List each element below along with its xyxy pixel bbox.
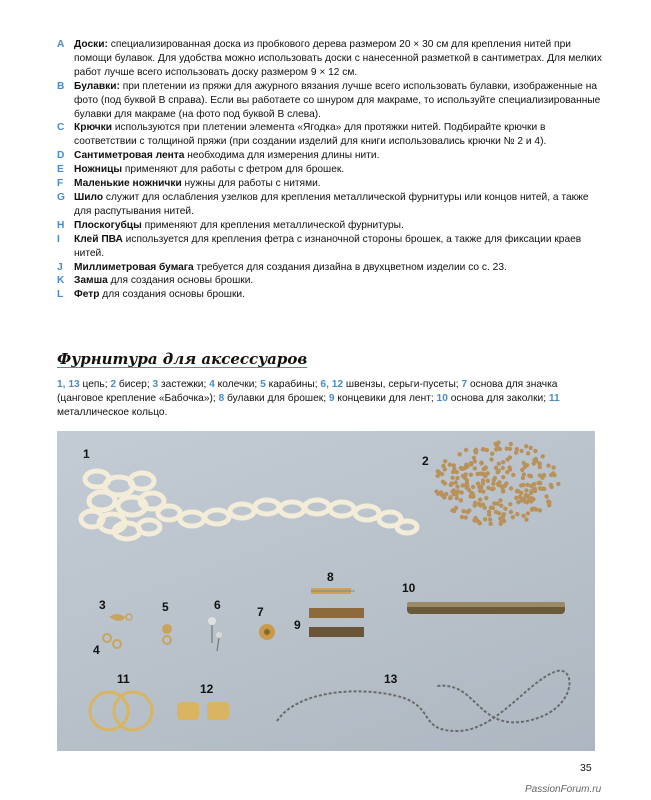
bead bbox=[473, 459, 477, 463]
tool-text: требуется для создания дизайна в двухцветном изделии со с. 23. bbox=[193, 261, 507, 273]
bead bbox=[531, 497, 535, 501]
tool-letter: F bbox=[57, 178, 64, 190]
bead bbox=[484, 465, 488, 469]
bead bbox=[464, 463, 468, 467]
bead bbox=[466, 510, 470, 514]
bead bbox=[511, 515, 515, 519]
bead bbox=[521, 514, 525, 518]
bead bbox=[456, 489, 460, 493]
bead bbox=[459, 466, 463, 470]
watermark: PassionForum.ru bbox=[525, 784, 602, 795]
bead bbox=[481, 447, 485, 451]
bead bbox=[511, 473, 515, 477]
tool-term: Фетр bbox=[74, 289, 100, 301]
fitting-number: 10 bbox=[436, 393, 448, 404]
jump-rings bbox=[103, 634, 121, 648]
bead bbox=[498, 516, 502, 520]
tool-letter: C bbox=[57, 122, 65, 134]
plastic-chain bbox=[81, 471, 417, 539]
bead bbox=[525, 483, 529, 487]
bead bbox=[509, 510, 513, 514]
fitting-text: бисер; bbox=[116, 379, 153, 390]
bead bbox=[524, 517, 528, 521]
fitting-text: металлическое кольцо. bbox=[57, 407, 168, 418]
tool-item bbox=[57, 163, 603, 177]
bead bbox=[454, 506, 458, 510]
photo-label: 6 bbox=[214, 598, 221, 612]
bead bbox=[478, 521, 482, 525]
bead bbox=[452, 467, 456, 471]
bead bbox=[452, 492, 456, 496]
bead bbox=[465, 485, 469, 489]
photo-label: 2 bbox=[422, 454, 429, 468]
tool-description bbox=[74, 288, 603, 302]
bead bbox=[490, 452, 494, 456]
bead bbox=[486, 479, 490, 483]
bead bbox=[450, 476, 454, 480]
bead bbox=[483, 474, 487, 478]
tool-letter: B bbox=[57, 80, 65, 92]
photo-label: 13 bbox=[384, 672, 398, 686]
tool-description bbox=[74, 191, 603, 219]
ribbon-ends bbox=[309, 608, 364, 637]
fitting-text: булавки для брошек; bbox=[224, 393, 329, 404]
bead bbox=[441, 480, 445, 484]
bead bbox=[522, 472, 526, 476]
fittings-illustration bbox=[57, 431, 595, 751]
bead bbox=[503, 507, 507, 511]
bead bbox=[546, 464, 550, 468]
tool-term: Миллиметровая бумага bbox=[74, 261, 194, 273]
tool-term: Булавки: bbox=[74, 80, 120, 92]
bead bbox=[436, 474, 440, 478]
bead bbox=[515, 512, 519, 516]
bead bbox=[522, 461, 526, 465]
bead bbox=[514, 496, 518, 500]
bead bbox=[551, 465, 555, 469]
tool-text: используются при плетении элемента «Ягодка» для протяжки нитей. Подбирайте крючки в соответствии с толщиной пряжи (при создании изделий для книги использовались крючки № 2 и 4). bbox=[74, 122, 547, 148]
carabiners bbox=[162, 624, 172, 644]
bead bbox=[483, 517, 487, 521]
bead bbox=[448, 463, 452, 467]
bead bbox=[519, 491, 523, 495]
metal-chain bbox=[277, 671, 569, 731]
tool-description bbox=[74, 80, 603, 122]
bead bbox=[508, 502, 512, 506]
bead bbox=[538, 473, 542, 477]
fitting-text: основа для заколки; bbox=[447, 393, 549, 404]
tool-letter: H bbox=[57, 219, 65, 231]
earring-studs bbox=[208, 617, 222, 651]
fitting-text: колечки; bbox=[214, 379, 261, 390]
bead bbox=[552, 473, 556, 477]
tool-item bbox=[57, 191, 603, 219]
bead bbox=[462, 509, 466, 513]
bead bbox=[547, 503, 551, 507]
tool-letter: I bbox=[57, 233, 60, 245]
bead bbox=[458, 452, 462, 456]
bead bbox=[434, 489, 438, 493]
metal-rings bbox=[90, 692, 152, 730]
bead bbox=[489, 457, 493, 461]
tool-text: необходима для измерения длины нити. bbox=[184, 150, 380, 162]
tool-term: Шило bbox=[74, 191, 104, 203]
fitting-text: карабины; bbox=[265, 379, 321, 390]
fitting-number: 8 bbox=[218, 393, 225, 404]
bead bbox=[509, 486, 513, 490]
bead bbox=[478, 498, 482, 502]
tool-term: Плоскогубцы bbox=[74, 219, 142, 231]
photo-label: 9 bbox=[294, 618, 301, 632]
bead bbox=[501, 475, 505, 479]
bead bbox=[532, 458, 536, 462]
fitting-text: цепь; bbox=[79, 379, 111, 390]
bead bbox=[544, 494, 548, 498]
brooch-pins bbox=[311, 588, 355, 594]
tool-letter: K bbox=[57, 275, 65, 287]
tools-list bbox=[57, 38, 603, 302]
bead bbox=[507, 465, 511, 469]
bead bbox=[478, 472, 482, 476]
tool-item bbox=[57, 288, 603, 302]
bead bbox=[527, 474, 531, 478]
bead bbox=[486, 486, 490, 490]
bead bbox=[481, 489, 485, 493]
bead bbox=[524, 444, 528, 448]
bead bbox=[489, 505, 493, 509]
bead bbox=[509, 442, 513, 446]
tool-letter: E bbox=[57, 164, 64, 176]
bead bbox=[481, 478, 485, 482]
photo-label: 3 bbox=[99, 598, 106, 612]
tool-letter: J bbox=[57, 261, 63, 273]
bead bbox=[494, 442, 498, 446]
bead bbox=[530, 507, 534, 511]
tool-term: Ножницы bbox=[74, 164, 123, 176]
fitting-text: застежки; bbox=[158, 379, 210, 390]
bead bbox=[495, 502, 499, 506]
fitting-number: 6, 12 bbox=[320, 379, 344, 390]
tool-text: для создания основы брошки. bbox=[107, 275, 254, 287]
bead bbox=[481, 502, 485, 506]
tool-description bbox=[74, 261, 603, 275]
tool-letter: L bbox=[57, 289, 64, 301]
bead bbox=[541, 487, 545, 491]
bead bbox=[473, 466, 477, 470]
fitting-number: 5 bbox=[260, 379, 266, 390]
bead bbox=[505, 457, 509, 461]
bead bbox=[497, 469, 501, 473]
bead bbox=[448, 496, 452, 500]
bead bbox=[487, 513, 491, 517]
tool-description bbox=[74, 121, 603, 149]
bead bbox=[439, 490, 443, 494]
hair-clip-base bbox=[407, 602, 565, 614]
tool-text: служит для ослабления узелков для крепления металлической фурнитуры или концов нитей, а также для распутывания нитей. bbox=[74, 191, 589, 217]
tool-description bbox=[74, 149, 603, 163]
bead bbox=[469, 473, 473, 477]
tool-item bbox=[57, 38, 603, 80]
bead bbox=[542, 473, 546, 477]
tool-letter: G bbox=[57, 191, 65, 203]
photo-label: 4 bbox=[93, 643, 100, 657]
fitting-number: 1, 13 bbox=[57, 379, 80, 390]
bead bbox=[536, 481, 540, 485]
bead bbox=[530, 489, 534, 493]
bead bbox=[488, 517, 492, 521]
tool-description bbox=[74, 274, 603, 288]
bead bbox=[473, 503, 477, 507]
tool-text: нужны для работы с нитями. bbox=[181, 178, 321, 190]
fittings-heading: Фурнитура для аксессуаров bbox=[57, 350, 308, 368]
bead bbox=[471, 485, 475, 489]
bead bbox=[485, 448, 489, 452]
bead bbox=[499, 504, 503, 508]
photo-label: 1 bbox=[83, 447, 90, 461]
fitting-number: 3 bbox=[152, 379, 159, 390]
fitting-text: основа для значка (цанговое крепление «Бабочка»); bbox=[57, 379, 558, 404]
bead bbox=[454, 480, 458, 484]
bead bbox=[505, 470, 509, 474]
bead bbox=[505, 447, 509, 451]
fitting-text: швензы, серьги-пусеты; bbox=[343, 379, 462, 390]
bead bbox=[556, 482, 560, 486]
bead bbox=[478, 485, 482, 489]
tool-text: применяют для крепления металлической фурнитуры. bbox=[141, 219, 404, 231]
bead bbox=[479, 461, 483, 465]
tool-text: применяют для работы с фетром для брошек. bbox=[122, 164, 345, 176]
bead bbox=[488, 522, 492, 526]
bead bbox=[494, 510, 498, 514]
bead bbox=[465, 478, 469, 482]
fittings-photo bbox=[57, 431, 595, 751]
bead bbox=[436, 469, 440, 473]
bead bbox=[464, 472, 468, 476]
tool-item bbox=[57, 80, 603, 122]
bead bbox=[500, 484, 504, 488]
photo-label: 7 bbox=[257, 605, 264, 619]
fitting-text: концевики для лент; bbox=[334, 393, 437, 404]
photo-label: 11 bbox=[117, 672, 130, 686]
bead bbox=[519, 498, 523, 502]
tool-item bbox=[57, 149, 603, 163]
photo-label: 10 bbox=[402, 581, 416, 595]
bead bbox=[519, 449, 523, 453]
tool-term: Маленькие ножнички bbox=[74, 178, 182, 190]
bead bbox=[502, 512, 506, 516]
bead bbox=[471, 494, 475, 498]
bead bbox=[460, 515, 464, 519]
beads-pile bbox=[434, 440, 560, 526]
ear-clips bbox=[177, 702, 229, 720]
bead bbox=[538, 508, 542, 512]
bead bbox=[550, 485, 554, 489]
bead bbox=[541, 454, 545, 458]
tool-text: для создания основы брошки. bbox=[99, 289, 245, 301]
bead bbox=[501, 460, 505, 464]
tool-item bbox=[57, 261, 603, 275]
tool-term: Крючки bbox=[74, 122, 113, 134]
bead bbox=[515, 447, 519, 451]
tool-text: специализированная доска из пробкового дерева размером 20 × 30 см для крепления нитей при помощи булавок. Для удобства можно использовать доски с нанесенной разметкой в сантиметрах. Для мелких работ лучше всего использовать доску размером 9 × 12 см. bbox=[74, 39, 602, 78]
bead bbox=[529, 446, 533, 450]
butterfly-back bbox=[259, 624, 275, 640]
tool-text: при плетении из пряжи для ажурного вязания лучше всего использовать булавки, изображенные на фото (под буквой В справа). Если вы работаете со шнуром для макраме, то используйте специализированные булавки для макраме (на фото под буквой В слева). bbox=[74, 80, 601, 120]
tool-description bbox=[74, 219, 603, 233]
tool-letter: A bbox=[57, 39, 65, 50]
photo-label: 12 bbox=[200, 682, 214, 696]
bead bbox=[498, 522, 502, 526]
bead bbox=[484, 496, 488, 500]
tool-letter: D bbox=[57, 150, 65, 162]
tool-term: Доски: bbox=[74, 39, 108, 50]
fitting-number: 9 bbox=[328, 393, 335, 404]
bead bbox=[524, 488, 528, 492]
tool-term: Замша bbox=[74, 275, 108, 287]
fitting-number: 4 bbox=[209, 379, 215, 390]
bead bbox=[477, 502, 481, 506]
bead bbox=[461, 483, 465, 487]
tool-description bbox=[74, 38, 603, 80]
bead bbox=[523, 465, 527, 469]
bead bbox=[472, 456, 476, 460]
tool-term: Клей ПВА bbox=[74, 233, 123, 245]
bead bbox=[464, 448, 468, 452]
bead bbox=[493, 476, 497, 480]
bead bbox=[533, 449, 537, 453]
photo-label: 5 bbox=[162, 600, 169, 614]
tool-item bbox=[57, 233, 603, 261]
bead bbox=[469, 461, 473, 465]
bead bbox=[455, 476, 459, 480]
tool-item bbox=[57, 219, 603, 233]
bead bbox=[515, 489, 519, 493]
bead bbox=[455, 496, 459, 500]
bead bbox=[538, 461, 542, 465]
tool-description bbox=[74, 233, 603, 261]
bead bbox=[526, 511, 530, 515]
bead bbox=[450, 481, 454, 485]
bead bbox=[443, 467, 447, 471]
bead bbox=[501, 466, 505, 470]
tool-text: используется для крепления фетра с изнаночной стороны брошек, а также для фиксации краев нитей. bbox=[74, 233, 582, 259]
bead bbox=[455, 485, 459, 489]
lobster-clasp bbox=[109, 614, 132, 621]
bead bbox=[491, 482, 495, 486]
bead bbox=[443, 459, 447, 463]
bead bbox=[459, 490, 463, 494]
tool-description bbox=[74, 163, 603, 177]
page-number: 35 bbox=[580, 762, 592, 774]
bead bbox=[504, 481, 508, 485]
bead bbox=[473, 449, 477, 453]
bead bbox=[521, 483, 525, 487]
fittings-text bbox=[57, 378, 603, 420]
tool-item bbox=[57, 177, 603, 191]
bead bbox=[444, 492, 448, 496]
tool-item bbox=[57, 274, 603, 288]
bead bbox=[546, 499, 550, 503]
bead bbox=[526, 451, 530, 455]
bead bbox=[497, 480, 501, 484]
fitting-number: 11 bbox=[548, 393, 560, 404]
fitting-number: 2 bbox=[110, 379, 117, 390]
bead bbox=[529, 484, 533, 488]
bead bbox=[498, 498, 502, 502]
fitting-number: 7 bbox=[461, 379, 468, 390]
bead bbox=[476, 482, 480, 486]
tool-term: Сантиметровая лента bbox=[74, 150, 185, 162]
bead bbox=[459, 498, 463, 502]
tool-description bbox=[74, 177, 603, 191]
photo-label: 8 bbox=[327, 570, 334, 584]
bead bbox=[472, 518, 476, 522]
tool-item bbox=[57, 121, 603, 149]
bead bbox=[497, 462, 501, 466]
bead bbox=[469, 491, 473, 495]
